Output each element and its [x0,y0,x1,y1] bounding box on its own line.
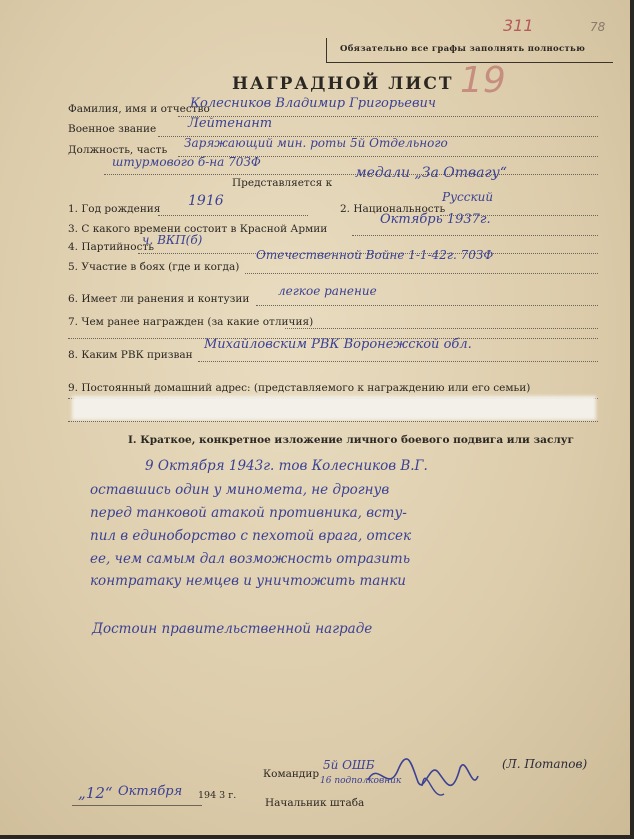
value-position-line-1: Заряжающий мин. роты 5й Отдельного [184,136,448,150]
pencil-mark-red-scribble: 19 [460,60,506,101]
feat-line-1: 9 Октября 1943г. тов Колесников В.Г. [145,458,428,474]
mandatory-notice: Обязательно все графы заполнять полностью [340,44,586,54]
feat-conclusion: Достоин правительственной награде [92,621,373,637]
value-full-name: Колесников Владимир Григорьевич [190,96,436,111]
value-rank: Лейтенант [188,116,273,131]
signature-name: (Л. Потапов) [502,757,588,771]
value-wounds: легкое ранение [278,284,377,298]
document-title: НАГРАДНОЙ ЛИСТ [232,74,454,94]
value-nominated: медали „За Отвагу“ [355,165,507,181]
label-rank: Военное звание [68,123,157,135]
feat-line-6: контратаку немцев и уничтожить танки [90,573,406,589]
feat-line-5: ее, чем самым дал возможность отразить [90,551,411,567]
commander-signature [360,742,490,812]
label-chief-of-staff: Начальник штаба [265,797,365,809]
value-draft-office: Михайловским РВК Воронежской обл. [204,337,472,352]
feat-line-4: пил в единоборство с пехотой врага, отсек [90,528,412,544]
label-nationality: 2. Национальность [340,203,446,215]
value-commander-sub: 16 подполковник [320,776,402,786]
feat-line-2: оставшись один у миномета, не дрогнув [90,482,390,498]
value-date-year: 194 3 г. [198,790,237,801]
value-date-month: Октября [118,784,183,799]
label-position: Должность, часть [68,144,168,156]
value-nationality: Русский [442,190,494,204]
value-battles: Отечественной Войне 1-1-42г. 70ЗФ [256,248,494,262]
value-birth-year: 1916 [188,193,224,209]
value-position-line-2: штурмового б-на 70ЗФ [112,155,261,169]
value-commander-unit: 5й ОШБ [323,758,375,772]
label-commander: Командир [263,768,320,780]
label-wounds: 6. Имеет ли ранения и контузии [68,293,250,305]
label-home-address: 9. Постоянный домашний адрес: (представляемого к награждению или его семьи) [68,382,531,394]
value-army-since: Октябрь 1937г. [380,212,491,227]
label-party: 4. Партийность [68,241,155,253]
feat-line-3: перед танковой атакой противника, всту- [90,505,407,521]
redacted-address [72,396,596,420]
label-draft-office: 8. Каким РВК призван [68,349,193,361]
label-birth-year: 1. Год рождения [68,203,161,215]
pencil-mark-num-1: 311 [503,16,534,35]
label-army-since: 3. С какого времени состоит в Красной Армии [68,223,328,235]
value-date-day: „12“ [78,784,113,802]
label-full-name: Фамилия, имя и отчество [68,103,210,115]
value-party: ч. ВКП(б) [142,233,203,247]
label-nominated: Представляется к [232,177,333,189]
pencil-mark-num-2: 78 [590,20,606,34]
label-previous-awards: 7. Чем ранее награжден (за какие отличия) [68,316,314,328]
label-battles: 5. Участие в боях (где и когда) [68,261,240,273]
section-title-feat: I. Краткое, конкретное изложение личного боевого подвига или заслуг [128,434,574,446]
